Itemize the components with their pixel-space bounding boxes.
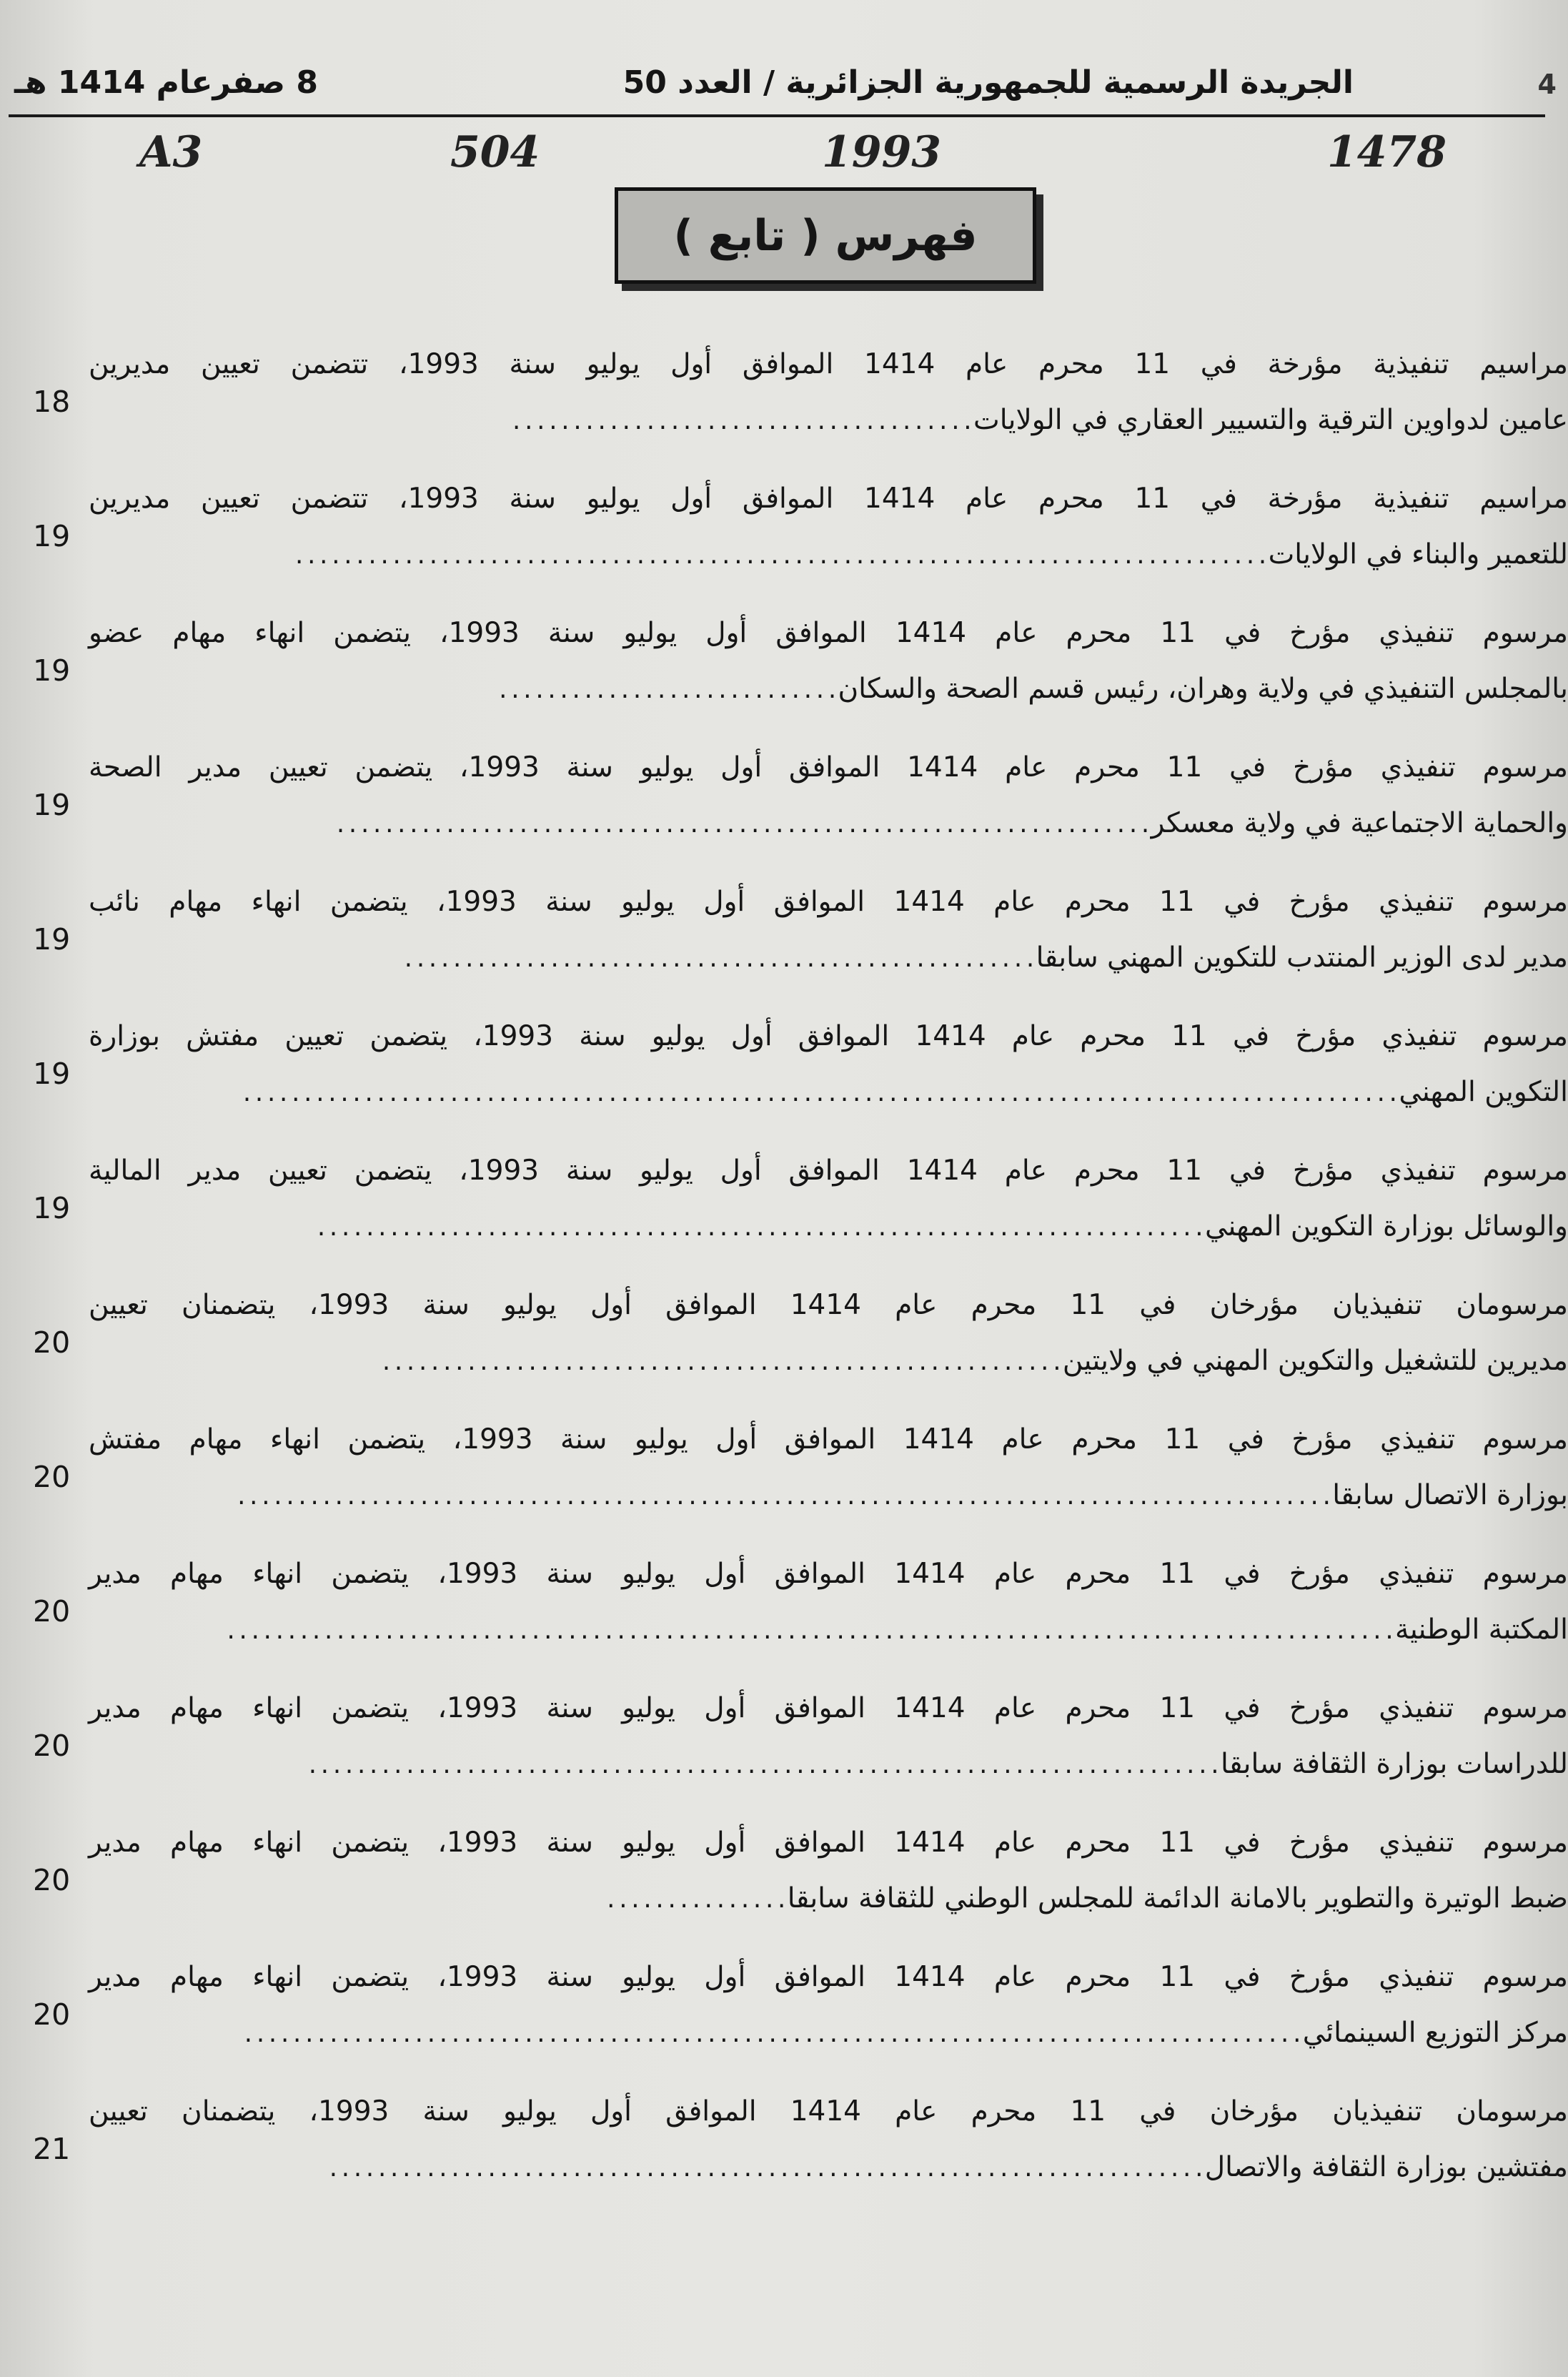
entry-line-2 [334,802,1568,847]
dot-leaders: ........................................................................ [327,2157,1205,2182]
dot-leaders: ......................................................................... [314,1216,1205,1241]
entry-text: والحماية الاجتماعية في ولاية معسكر [1151,807,1568,839]
entry-line-1: مرسوم تنفيذي مؤرخ في 11 محرم عام 1414 الموافق أول يوليو سنة 1993، يتضمن تعيين مدير الصحة [89,751,1568,784]
index-entry [0,746,1568,881]
section-title: فهرس ( تابع ) [673,210,978,261]
entry-text: للدراسات بوزارة الثقافة سابقا [1220,1748,1568,1780]
dot-leaders: ............... [604,1888,788,1913]
handwritten-note: 1478 [1327,127,1447,177]
entry-text: للتعمير والبناء في الولايات [1268,538,1568,570]
dot-leaders: ................................................................................ [292,544,1269,569]
index-list [0,343,1568,2225]
entry-page-number: 20 [33,1863,71,1897]
entry-line-1: مرسوم تنفيذي مؤرخ في 11 محرم عام 1414 الموافق أول يوليو سنة 1993، يتضمن انهاء مهام مفتش [89,1423,1568,1456]
entry-line-2 [241,1071,1568,1116]
index-entry [0,881,1568,1015]
index-entry [0,1553,1568,1687]
entry-text: بالمجلس التنفيذي في ولاية وهران، رئيس قسم الصحة والسكان [838,673,1568,705]
dot-leaders: ........................................................................... [306,1754,1221,1779]
entry-page-number: 19 [33,788,71,822]
entry-text: مركز التوزيع السينمائي [1302,2017,1568,2049]
entry-line-2 [242,2012,1568,2057]
index-entry [0,1956,1568,2090]
dot-leaders: .................................................... [402,947,1036,972]
index-entry [0,1150,1568,1284]
gazette-title: الجريدة الرسمية للجمهورية الجزائرية / العدد 50 [622,64,1354,101]
entry-page-number: 19 [33,922,71,957]
entry-text: مفتشين بوزارة الثقافة والاتصال [1204,2151,1568,2183]
entry-line-1: مرسوم تنفيذي مؤرخ في 11 محرم عام 1414 الموافق أول يوليو سنة 1993، يتضمن تعيين مفتش بوزارة [89,1020,1568,1052]
entry-text: ضبط الوتيرة والتطوير بالامانة الدائمة للمجلس الوطني للثقافة سابقا [787,1882,1568,1914]
dot-leaders: ................................................................................................ [224,1619,1395,1644]
entry-line-2 [510,399,1568,444]
entry-text: مدير لدى الوزير المنتدب للتكوين المهني سابقا [1036,942,1568,974]
entry-line-1: مرسوم تنفيذي مؤرخ في 11 محرم عام 1414 الموافق أول يوليو سنة 1993، يتضمن انهاء مهام مدير [89,1558,1568,1590]
page-number: 4 [1537,69,1557,100]
entry-line-1: مرسوم تنفيذي مؤرخ في 11 محرم عام 1414 الموافق أول يوليو سنة 1993، يتضمن تعيين مدير المالية [89,1155,1568,1187]
handwritten-note: 1993 [822,127,941,177]
entry-page-number: 21 [33,2132,71,2166]
entry-page-number: 19 [33,1191,71,1225]
entry-page-number: 20 [33,1594,71,1629]
index-entry [0,2090,1568,2225]
entry-line-2 [235,1474,1568,1519]
entry-line-2 [224,1608,1568,1654]
index-entry [0,1822,1568,1956]
index-entry [0,1284,1568,1418]
page-header [0,43,1568,114]
entry-line-2 [379,1340,1568,1385]
entry-text: عامين لدواوين الترقية والتسيير العقاري في الولايات [973,404,1568,436]
index-entry [0,612,1568,746]
dot-leaders: ............................................................................................... [240,1082,1399,1107]
dot-leaders: .......................................................................................... [234,1485,1333,1510]
entry-line-2 [314,1205,1568,1250]
entry-line-1: مرسوم تنفيذي مؤرخ في 11 محرم عام 1414 الموافق أول يوليو سنة 1993، يتضمن انهاء مهام نائب [89,886,1568,918]
entry-page-number: 18 [33,385,71,419]
issue-date: 8 صفرعام 1414 هـ [14,64,318,101]
index-entry [0,478,1568,612]
entry-page-number: 20 [33,1997,71,2032]
entry-line-1: مراسيم تنفيذية مؤرخة في 11 محرم عام 1414 الموافق أول يوليو سنة 1993، تتضمن تعيين مديرين [89,348,1568,380]
section-title-box [615,187,1036,284]
entry-line-1: مرسوم تنفيذي مؤرخ في 11 محرم عام 1414 الموافق أول يوليو سنة 1993، يتضمن انهاء مهام عضو [89,617,1568,649]
entry-page-number: 19 [33,653,71,688]
entry-text: التكوين المهني [1399,1076,1568,1108]
index-entry [0,1418,1568,1553]
dot-leaders: ............................ [496,678,838,703]
entry-line-2 [605,1877,1568,1922]
entry-page-number: 19 [33,519,71,553]
entry-line-2 [497,668,1568,713]
entry-line-2 [306,1743,1568,1788]
entry-page-number: 20 [33,1460,71,1494]
entry-text: مديرين للتشغيل والتكوين المهني في ولايتين [1062,1345,1568,1377]
entry-text: بوزارة الاتصال سابقا [1332,1479,1568,1511]
dot-leaders: ........................................................ [379,1350,1063,1375]
entry-line-1: مرسومان تنفيذيان مؤرخان في 11 محرم عام 1414 الموافق أول يوليو سنة 1993، يتضمنان تعيين [89,2095,1568,2128]
entry-line-1: مرسوم تنفيذي مؤرخ في 11 محرم عام 1414 الموافق أول يوليو سنة 1993، يتضمن انهاء مهام مدير [89,1827,1568,1859]
entry-line-1: مراسيم تنفيذية مؤرخة في 11 محرم عام 1414 الموافق أول يوليو سنة 1993، تتضمن تعيين مديرين [89,483,1568,515]
dot-leaders: ................................................................... [334,813,1151,838]
entry-line-1: مرسوم تنفيذي مؤرخ في 11 محرم عام 1414 الموافق أول يوليو سنة 1993، يتضمن انهاء مهام مدير [89,1692,1568,1724]
entry-line-2 [327,2146,1568,2191]
entry-text: المكتبة الوطنية [1395,1614,1568,1646]
entry-page-number: 20 [33,1729,71,1763]
dot-leaders: ...................................... [510,410,973,435]
entry-page-number: 19 [33,1057,71,1091]
index-entry [0,1015,1568,1150]
handwritten-note: 504 [450,127,540,177]
entry-text: والوسائل بوزارة التكوين المهني [1204,1210,1568,1242]
index-entry [0,1687,1568,1822]
entry-line-2 [293,533,1568,578]
header-divider [9,114,1545,117]
entry-line-2 [402,937,1568,982]
index-entry [0,343,1568,478]
dot-leaders: ....................................................................................... [242,2022,1303,2047]
entry-page-number: 20 [33,1325,71,1360]
entry-line-1: مرسومان تنفيذيان مؤرخان في 11 محرم عام 1414 الموافق أول يوليو سنة 1993، يتضمنان تعيين [89,1289,1568,1321]
handwritten-note: A3 [139,127,203,177]
entry-line-1: مرسوم تنفيذي مؤرخ في 11 محرم عام 1414 الموافق أول يوليو سنة 1993، يتضمن انهاء مهام مدير [89,1961,1568,1993]
